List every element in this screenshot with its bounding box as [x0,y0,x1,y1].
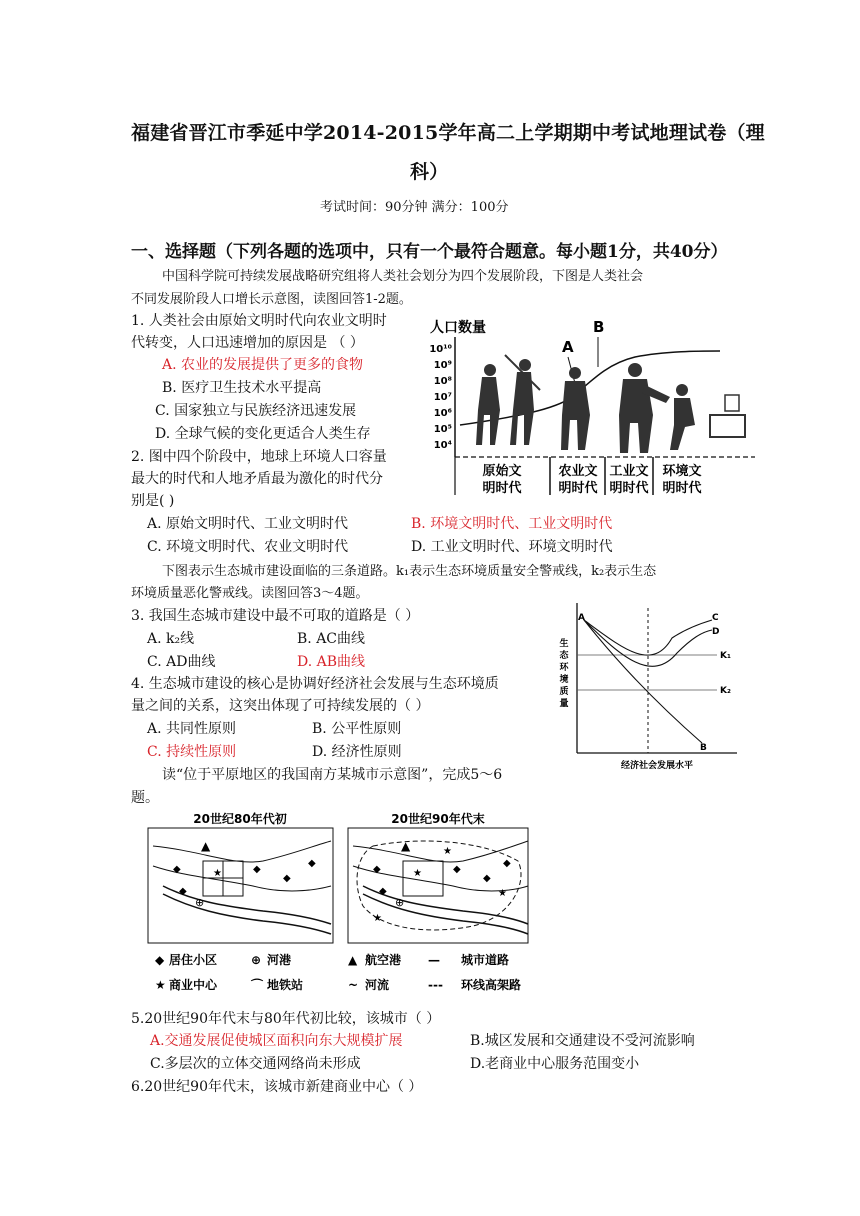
q5-option-a: A.交通发展促使城区面积向东大规模扩展 [150,1033,403,1049]
q5-stem: 5.20世纪90年代末与80年代初比较，该城市（ ） [131,1011,441,1027]
fig1-ylabel: 人口数量 [430,320,486,336]
svg-text:⊕: ⊕ [395,896,405,909]
q1-stem: 1. 人类社会由原始文明时代向农业文明时 [131,313,387,329]
era-label: 农业文 [558,464,598,479]
era-label: 工业文 [609,464,649,479]
svg-text:◆: ◆ [179,886,187,897]
fig2-label-d: D [712,627,720,637]
city-map-figure [143,806,533,998]
era-label: 明时代 [609,481,649,496]
q2-option-b: B. 环境文明时代、工业文明时代 [411,516,613,532]
era-label: 明时代 [558,481,598,496]
paper-title-line2: 科） [410,161,449,183]
fig1-ytick: 10¹⁰ [429,344,452,355]
q1-option-d: D. 全球气候的变化更适合人类生存 [155,426,371,442]
q1-option-b: B. 医疗卫生技术水平提高 [162,380,322,396]
q3-option-d: D. AB曲线 [297,654,366,670]
q4-stem: 4. 生态城市建设的核心是协调好经济社会发展与生态环境质 [131,676,499,692]
intro-line: 读“位于平原地区的我国南方某城市示意图”，完成5～6 [162,767,503,783]
fig2-ylabel-char: 境 [559,675,569,685]
q4-option-b: B. 公平性原则 [312,721,402,737]
q2-option-c: C. 环境文明时代、农业文明时代 [147,539,349,555]
curve-ac [584,620,712,655]
map1-title: 20世纪80年代初 [193,812,287,826]
svg-text:◆: ◆ [503,858,511,869]
q4-option-a: A. 共同性原则 [147,721,237,737]
city-map-1990s [348,811,528,943]
fig1-ytick: 10⁸ [433,376,452,387]
q4-option-d: D. 经济性原则 [312,744,402,760]
fig2-label-b: B [700,743,707,753]
svg-text:◆: ◆ [483,873,491,884]
fig2-label-a: A [578,613,585,623]
q1-option-c: C. 国家独立与民族经济迅速发展 [155,403,357,419]
svg-text:◆: ◆ [308,858,316,869]
q1-option-a: A. 农业的发展提供了更多的食物 [162,357,364,373]
fig1-ytick: 10⁴ [433,440,452,451]
exam-info: 考试时间：90分钟 满分：100分 [320,200,509,215]
fig1-ytick: 10⁹ [433,360,452,371]
fig1-ytick: 10⁵ [433,424,452,435]
intro-line: 下图表示生态城市建设面临的三条道路。k₁表示生态环境质量安全警戒线，k₂表示生态 [162,564,657,579]
population-stage-figure [420,315,755,500]
map2-title: 20世纪90年代末 [391,812,485,826]
svg-text:★: ★ [413,868,422,879]
svg-text:★: ★ [373,913,382,924]
fig1-label-a: A [562,338,574,356]
fig2-k2: K₂ [720,686,731,696]
era-label: 环境文 [662,464,702,479]
legend-symbol: ★ [155,978,166,992]
fig1-label-b: B [593,318,605,336]
legend-label: 居住小区 [169,953,218,967]
q1-stem: 代转变，人口迅速增加的原因是 （ ） [131,335,364,351]
svg-text:★: ★ [213,868,222,879]
q2-stem: 2. 图中四个阶段中，地球上环境人口容量 [131,449,387,465]
legend-label: 河流 [365,978,390,992]
fig2-ylabel-char: 量 [559,699,569,709]
intro-line: 不同发展阶段人口增长示意图，读图回答1-2题。 [131,292,412,307]
era-label: 原始文 [482,464,522,479]
legend-symbol: --- [428,978,443,992]
q4-stem: 量之间的关系，这突出体现了可持续发展的（ ） [131,698,430,714]
era-label: 明时代 [662,481,702,496]
q3-option-c: C. AD曲线 [147,654,216,670]
legend-symbol: ⌒ [251,978,264,992]
svg-text:◆: ◆ [453,864,461,875]
legend-label: 环线高架路 [461,978,522,992]
fig2-label-c: C [712,613,719,623]
q5-option-c: C.多层次的立体交通网络尚未形成 [150,1056,361,1072]
intro-line: 环境质量恶化警戒线。读图回答3～4题。 [131,586,369,601]
fig1-ytick: 10⁶ [433,408,452,419]
svg-text:★: ★ [443,846,452,857]
legend-symbol: ⊕ [251,953,262,967]
fig2-ylabel-char: 环 [559,663,569,673]
legend-symbol: ~ [348,978,359,992]
q3-stem: 3. 我国生态城市建设中最不可取的道路是（ ） [131,608,420,624]
legend-symbol: ◆ [155,953,165,967]
legend-label: 河港 [267,953,292,967]
fig2-ylabel-char: 态 [559,651,569,661]
legend-label: 城市道路 [461,953,510,967]
intro-line: 中国科学院可持续发展战略研究组将人类社会划分为四个发展阶段，下图是人类社会 [162,269,644,284]
legend-symbol: — [428,953,440,967]
curve-ab [584,620,702,743]
svg-text:◆: ◆ [173,864,181,875]
svg-text:★: ★ [498,888,507,899]
q2-option-a: A. 原始文明时代、工业文明时代 [147,516,349,532]
port-icon: ⊕ [195,896,205,909]
legend-symbol: ▲ [348,953,358,967]
q4-option-c: C. 持续性原则 [147,744,237,760]
legend-label: 航空港 [365,953,402,967]
human-evolution-icon [476,355,745,453]
era-label: 明时代 [482,481,522,496]
q2-option-d: D. 工业文明时代、环境文明时代 [411,539,613,555]
eco-city-figure [552,598,742,773]
fig2-xlabel: 经济社会发展水平 [620,761,694,771]
fig2-ylabel-char: 质 [559,687,569,697]
svg-text:◆: ◆ [253,864,261,875]
map-legend [155,952,521,992]
legend-label: 地铁站 [267,978,304,992]
paper-title-line1: 福建省晋江市季延中学2014-2015学年高二上学期期中考试地理试卷（理 [131,122,765,144]
q3-option-b: B. AC曲线 [297,631,366,647]
q2-stem: 别是( ) [131,493,175,509]
section-heading: 一、选择题（下列各题的选项中，只有一个最符合题意。每小题1分，共40分） [131,242,728,262]
city-map-1980s [148,811,333,943]
fig1-ytick: 10⁷ [433,392,452,403]
q2-stem: 最大的时代和人地矛盾最为激化的时代分 [131,471,383,487]
svg-text:◆: ◆ [373,864,381,875]
svg-text:▲: ▲ [401,839,411,853]
svg-text:◆: ◆ [283,873,291,884]
q6-stem: 6.20世纪90年代末，该城市新建商业中心（ ） [131,1079,423,1095]
q3-option-a: A. k₂线 [147,631,195,647]
fig2-k1: K₁ [720,651,731,661]
q5-option-d: D.老商业中心服务范围变小 [470,1056,640,1072]
intro-line: 题。 [131,790,159,806]
legend-label: 商业中心 [169,978,218,992]
fig2-ylabel-char: 生 [559,639,569,649]
airport-icon: ▲ [201,839,211,853]
q5-option-b: B.城区发展和交通建设不受河流影响 [470,1033,695,1049]
svg-text:◆: ◆ [379,886,387,897]
